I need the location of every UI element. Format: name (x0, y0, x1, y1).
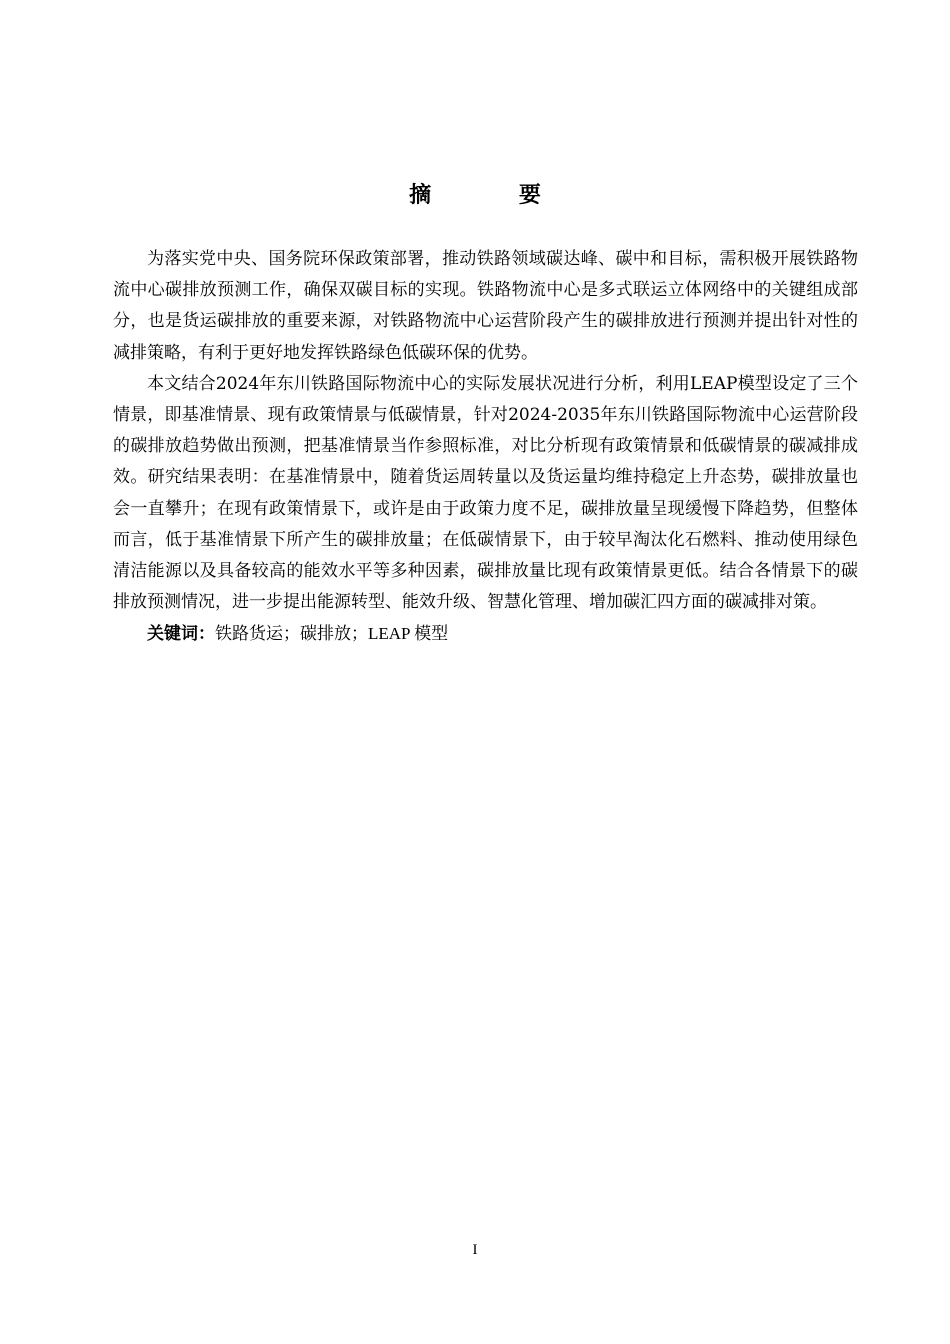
keywords-label: 关键词： (147, 624, 215, 645)
page-number: I (472, 1242, 478, 1258)
abstract-paragraph-1: 为落实党中央、国务院环保政策部署，推动铁路领域碳达峰、碳中和目标，需积极开展铁路物流中心碳排放预测工作，确保双碳目标的实现。铁路物流中心是多式联运立体网络中的关键组成部分，也是货运碳排放的重要来源，对铁路物流中心运营阶段产生的碳排放进行预测并提出针对性的减排策略，有利于更好地发挥铁路绿色低碳环保的优势。 (113, 249, 858, 363)
abstract-title: 摘 要 (409, 183, 581, 208)
abstract-paragraph-2: 本文结合2024年东川铁路国际物流中心的实际发展状况进行分析，利用LEAP模型设定了三个情景，即基准情景、现有政策情景与低碳情景，针对2024-2035年东川铁路国际物流中心运营阶段的碳排放趋势做出预测，把基准情景当作参照标准，对比分析现有政策情景和低碳情景的碳减排成效。研究结果表明：在基准情景中，随着货运周转量以及货运量均维持稳定上升态势，碳排放量也会一直攀升；在现有政策情景下，或许是由于政策力度不足，碳排放量呈现缓慢下降趋势，但整体而言，低于基准情景下所产生的碳排放量；在低碳情景下，由于较早淘汰化石燃料、推动使用绿色清洁能源以及具备较高的能效水平等多种因素，碳排放量比现有政策情景更低。结合各情景下的碳排放预测情况，进一步提出能源转型、能效升级、智慧化管理、增加碳汇四方面的碳减排对策。 (113, 373, 858, 613)
abstract-body (113, 244, 858, 651)
keywords-line (113, 618, 858, 650)
keywords-value: 铁路货运；碳排放；LEAP 模型 (215, 624, 449, 644)
